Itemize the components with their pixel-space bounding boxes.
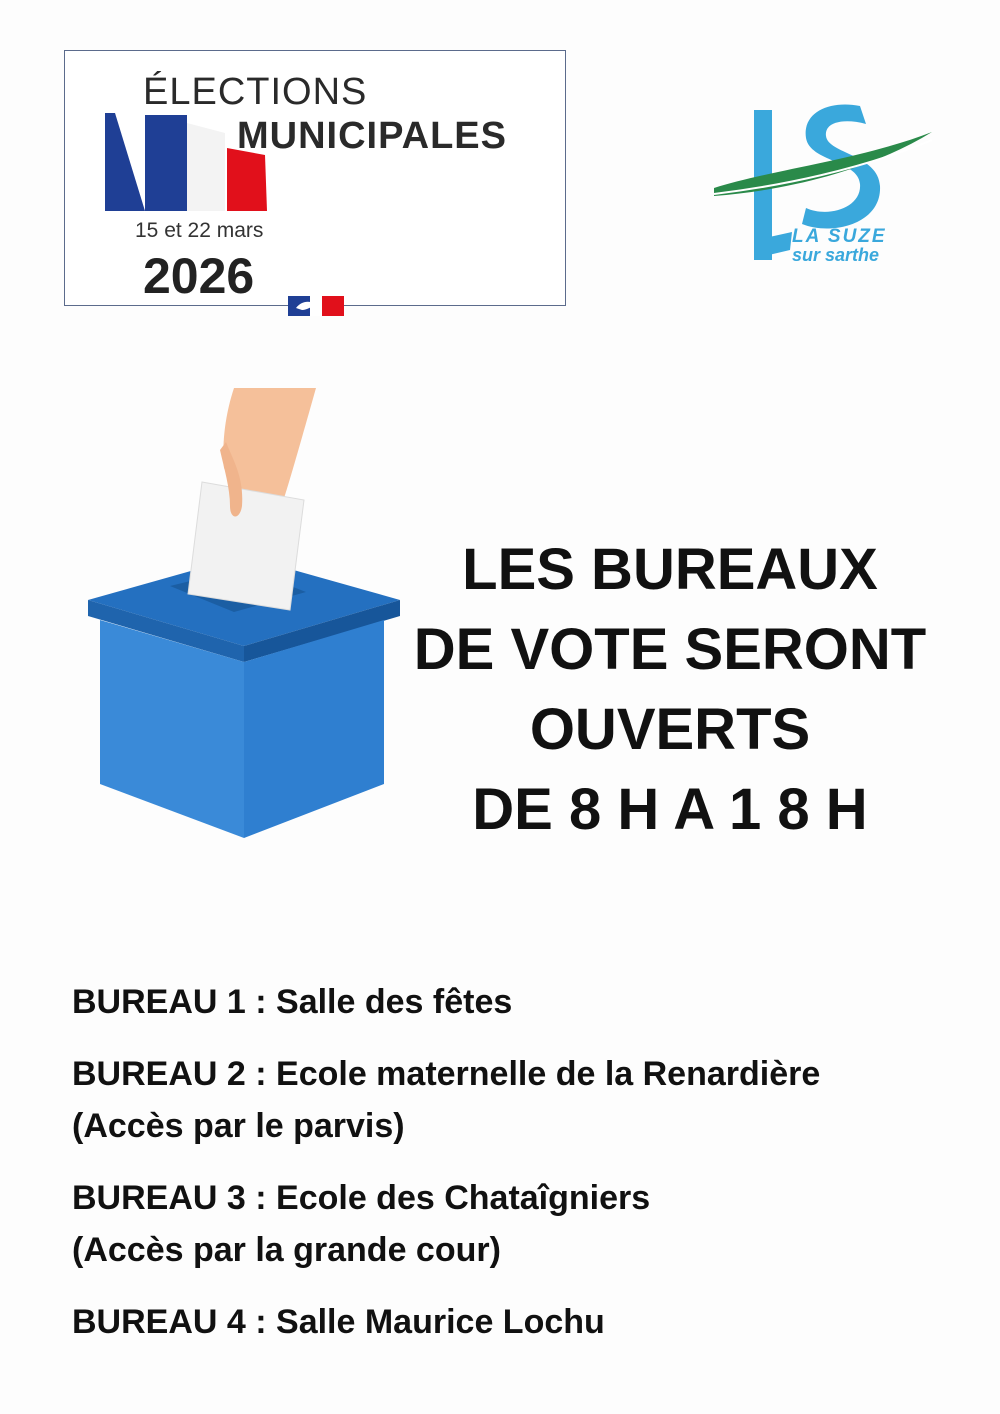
bureau-4-line-1: BUREAU 4 : Salle Maurice Lochu <box>72 1303 605 1341</box>
bureau-1-line-1: BUREAU 1 : Salle des fêtes <box>72 983 513 1021</box>
elections-banner <box>64 50 566 306</box>
marianne-logo-icon <box>288 296 344 318</box>
list-item <box>72 1296 972 1348</box>
elections-title-line2: MUNICIPALES <box>237 115 507 157</box>
list-item <box>72 1048 972 1152</box>
bureau-3-line-2: (Accès par la grande cour) <box>72 1231 501 1269</box>
election-year: 2026 <box>143 248 255 304</box>
list-item <box>72 1172 972 1276</box>
bureaux-list <box>72 976 972 1368</box>
headline <box>380 530 960 850</box>
headline-line-4: DE 8 H A 1 8 H <box>472 777 868 842</box>
logo-text-line1: LA SUZE <box>792 226 887 247</box>
headline-line-2: DE VOTE SERONT <box>413 617 927 682</box>
list-item <box>72 976 972 1028</box>
bureau-3-line-1: BUREAU 3 : Ecole des Chataîgniers <box>72 1179 651 1217</box>
ballot-box-icon <box>84 388 404 848</box>
headline-line-1: LES BUREAUX <box>462 537 878 602</box>
ballot-paper-icon <box>188 482 304 610</box>
bureau-2-line-2: (Accès par le parvis) <box>72 1107 405 1145</box>
logo-text-line2: sur sarthe <box>792 245 880 265</box>
elections-title-line1: ÉLECTIONS <box>143 71 368 113</box>
bureau-2-line-1: BUREAU 2 : Ecole maternelle de la Renardière <box>72 1055 821 1093</box>
headline-line-3: OUVERTS <box>529 697 811 762</box>
election-dates: 15 et 22 mars <box>135 219 264 242</box>
